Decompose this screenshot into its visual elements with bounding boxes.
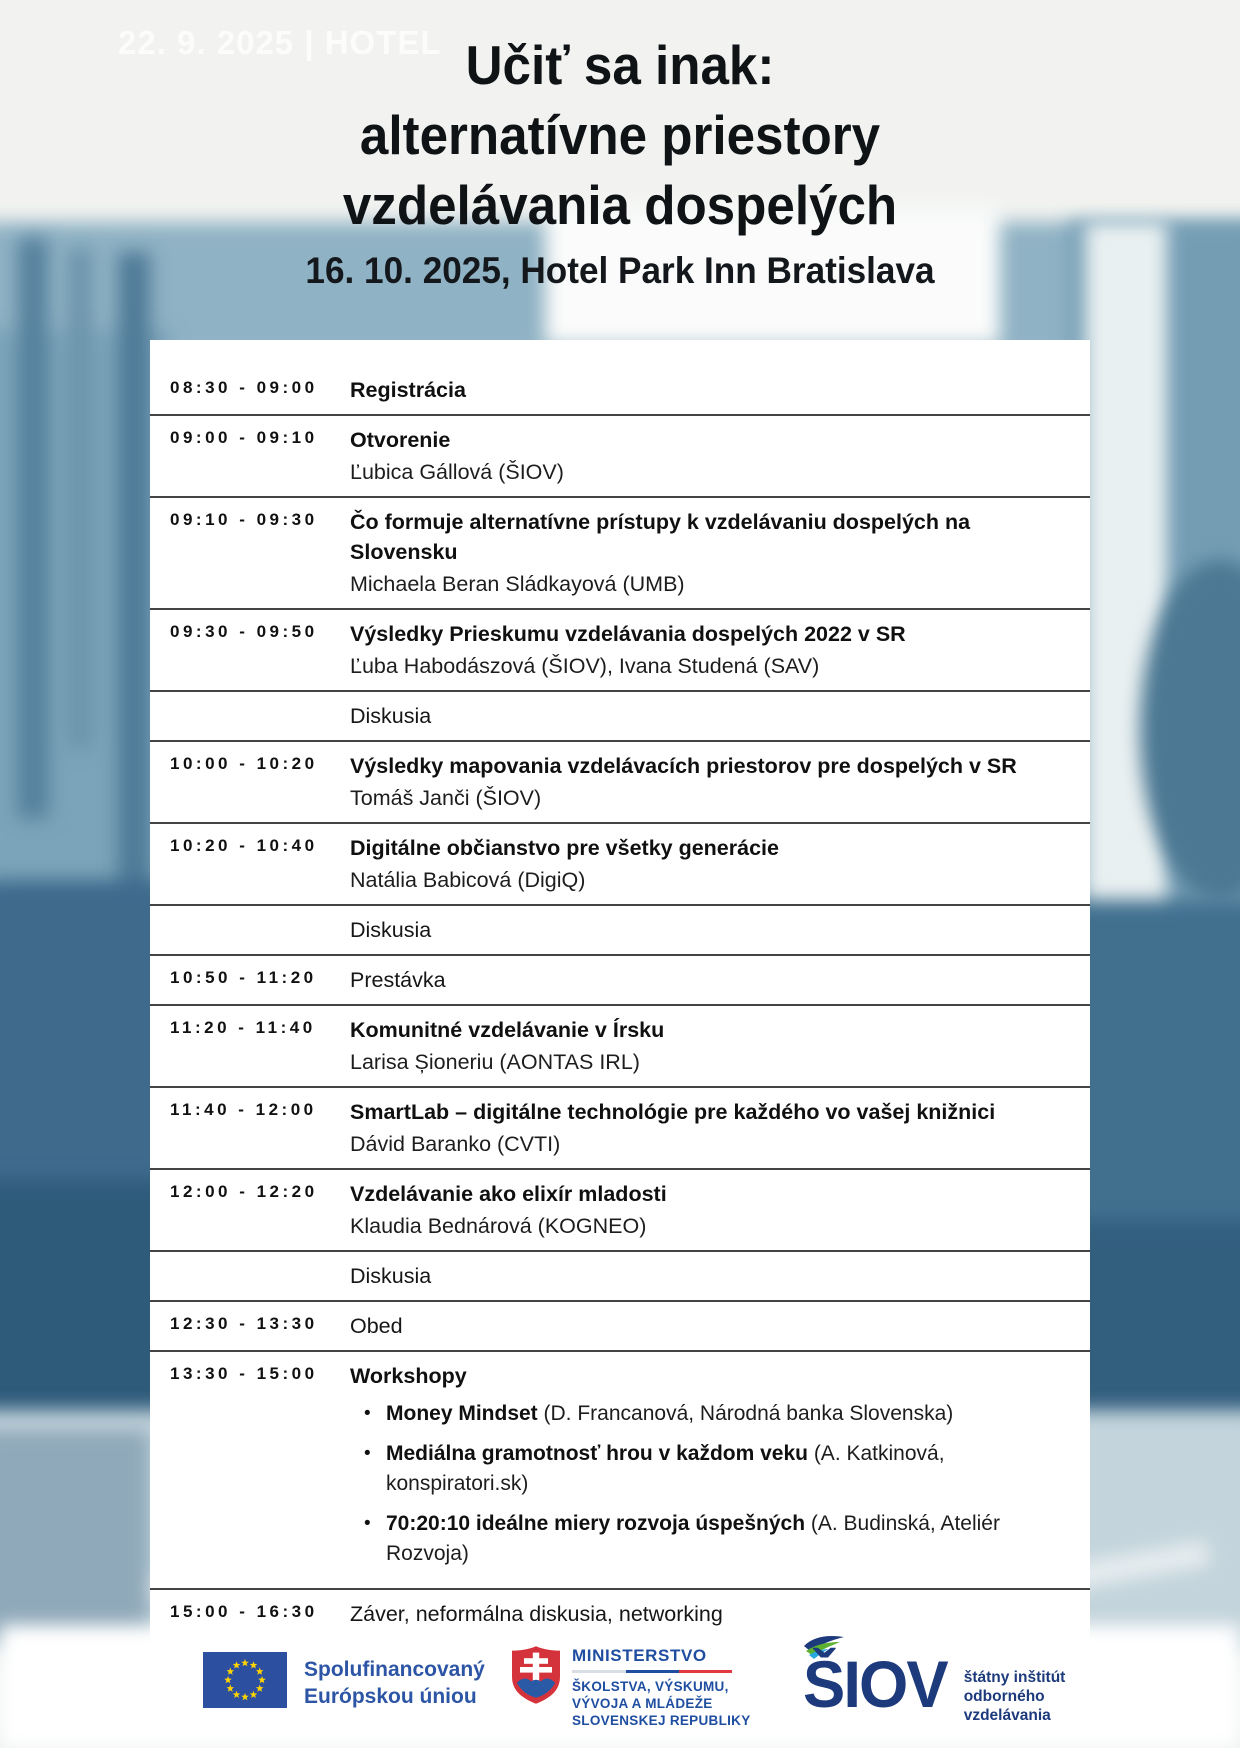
eu-cofunded-logo bbox=[203, 1652, 485, 1713]
session-label: Diskusia bbox=[350, 704, 432, 728]
session-content bbox=[342, 1308, 1090, 1344]
workshop-item bbox=[384, 1399, 1066, 1429]
session-content bbox=[342, 1596, 1090, 1632]
siov-line-1: štátny inštitút bbox=[963, 1669, 1066, 1686]
session-speaker: Larisa Șioneriu (AONTAS IRL) bbox=[350, 1050, 640, 1074]
workshop-name: Money Mindset bbox=[386, 1402, 538, 1425]
siov-label bbox=[964, 1668, 1066, 1738]
session-speaker: Michaela Beran Sládkayová (UMB) bbox=[350, 572, 685, 596]
title-line-2: alternatívne priestory bbox=[359, 104, 881, 166]
session-speaker: Natália Babicová (DigiQ) bbox=[350, 868, 586, 892]
session-title: Výsledky mapovania vzdelávacích priestorov pre dospelých v SR bbox=[350, 754, 1017, 778]
table-row bbox=[150, 1350, 1090, 1588]
session-label: Prestávka bbox=[350, 968, 446, 992]
eu-flag-icon bbox=[203, 1652, 287, 1713]
footer-logos bbox=[0, 1630, 1240, 1748]
eu-label-line-1: Spolufinancovaný bbox=[304, 1657, 485, 1681]
workshop-item bbox=[384, 1509, 1066, 1569]
session-time: 12:00 - 12:20 bbox=[170, 1182, 318, 1201]
session-speaker: Ľubica Gállová (ŠIOV) bbox=[350, 460, 564, 484]
event-date-location: 16. 10. 2025, Hotel Park Inn Bratislava bbox=[305, 250, 935, 291]
schedule-table bbox=[150, 340, 1090, 1668]
session-content bbox=[342, 422, 1090, 490]
table-row bbox=[150, 740, 1090, 822]
table-row bbox=[150, 414, 1090, 496]
session-time: 10:50 - 11:20 bbox=[170, 968, 317, 987]
workshop-name: 70:20:10 ideálne miery rozvoja úspešných bbox=[386, 1512, 806, 1535]
session-content bbox=[342, 830, 1090, 898]
table-row bbox=[150, 904, 1090, 954]
table-row bbox=[150, 1004, 1090, 1086]
session-time: 09:00 - 09:10 bbox=[170, 428, 318, 447]
session-time: 11:40 - 12:00 bbox=[170, 1100, 317, 1119]
session-time: 11:20 - 11:40 bbox=[170, 1018, 316, 1037]
slovak-coat-of-arms-icon bbox=[512, 1646, 560, 1709]
session-time: 15:00 - 16:30 bbox=[170, 1602, 318, 1621]
ministry-logo bbox=[512, 1646, 751, 1729]
session-content bbox=[342, 698, 1090, 734]
session-time: 09:10 - 09:30 bbox=[170, 510, 318, 529]
session-speaker: Klaudia Bednárová (KOGNEO) bbox=[350, 1214, 647, 1238]
session-time: 10:00 - 10:20 bbox=[170, 754, 318, 773]
table-row bbox=[150, 608, 1090, 690]
session-label: Záver, neformálna diskusia, networking bbox=[350, 1602, 723, 1626]
watermark-date: 22. 9. 2025 | HOTEL bbox=[118, 24, 442, 61]
session-content bbox=[342, 616, 1090, 684]
session-time: 12:30 - 13:30 bbox=[170, 1314, 318, 1333]
page-title bbox=[43, 30, 1196, 240]
session-title: Výsledky Prieskumu vzdelávania dospelých 2022 v SR bbox=[350, 622, 906, 646]
ministry-line-3: VÝVOJA A MLÁDEŽE bbox=[572, 1696, 713, 1711]
session-content bbox=[342, 912, 1090, 948]
ministry-label bbox=[572, 1646, 751, 1729]
session-content bbox=[342, 1012, 1090, 1080]
session-content bbox=[342, 1258, 1090, 1294]
session-time: 10:20 - 10:40 bbox=[170, 836, 318, 855]
siov-line-2: odborného bbox=[963, 1688, 1045, 1705]
session-content bbox=[342, 748, 1090, 816]
session-content bbox=[342, 1358, 1090, 1582]
siov-wordmark bbox=[800, 1630, 950, 1738]
ministry-line-2: ŠKOLSTVA, VÝSKUMU, bbox=[572, 1679, 729, 1694]
siov-acronym: ŠIOV bbox=[802, 1647, 947, 1721]
siov-line-3: vzdelávania bbox=[963, 1707, 1051, 1724]
ministry-line-1: MINISTERSTVO bbox=[572, 1646, 707, 1665]
session-title: Čo formuje alternatívne prístupy k vzdelávaniu dospelých na Slovensku bbox=[350, 510, 971, 564]
session-title: Komunitné vzdelávanie v Írsku bbox=[350, 1018, 665, 1042]
session-time: 08:30 - 09:00 bbox=[170, 378, 318, 397]
session-time: 09:30 - 09:50 bbox=[170, 622, 318, 641]
table-row bbox=[150, 1168, 1090, 1250]
siov-logo bbox=[800, 1630, 1065, 1738]
session-time bbox=[150, 1258, 342, 1294]
workshop-item bbox=[384, 1439, 1066, 1499]
session-title: Digitálne občianstvo pre všetky generácie bbox=[350, 836, 779, 860]
session-title: Otvorenie bbox=[350, 428, 451, 452]
session-content bbox=[342, 962, 1090, 998]
session-title: Registrácia bbox=[350, 378, 466, 402]
session-label: Obed bbox=[350, 1314, 403, 1338]
table-row bbox=[150, 496, 1090, 608]
workshop-presenter: (A. Katkinová, konspiratori.sk) bbox=[386, 1442, 945, 1495]
session-speaker: Dávid Baranko (CVTI) bbox=[350, 1132, 561, 1156]
title-line-3: vzdelávania dospelých bbox=[342, 174, 898, 236]
table-row bbox=[150, 690, 1090, 740]
workshop-list bbox=[384, 1399, 1066, 1569]
workshop-name: Mediálna gramotnosť hrou v každom veku bbox=[386, 1442, 808, 1465]
session-content bbox=[342, 504, 1090, 602]
table-row bbox=[150, 822, 1090, 904]
session-label: Diskusia bbox=[350, 1264, 432, 1288]
session-content bbox=[342, 1094, 1090, 1162]
session-title: Workshopy bbox=[350, 1364, 467, 1388]
session-title: Vzdelávanie ako elixír mladosti bbox=[350, 1182, 667, 1206]
table-row bbox=[150, 1086, 1090, 1168]
table-row bbox=[150, 366, 1090, 414]
table-row bbox=[150, 1250, 1090, 1300]
eu-cofunded-label bbox=[304, 1656, 485, 1710]
session-time bbox=[150, 912, 342, 948]
title-line-1: Učiť sa inak: bbox=[465, 34, 775, 96]
workshop-presenter: (A. Budinská, Ateliér Rozvoja) bbox=[386, 1512, 1000, 1565]
ministry-tricolor-rule bbox=[572, 1670, 732, 1673]
table-row bbox=[150, 1300, 1090, 1350]
session-title: SmartLab – digitálne technológie pre každého vo vašej knižnici bbox=[350, 1100, 996, 1124]
session-content bbox=[342, 1176, 1090, 1244]
session-time bbox=[150, 698, 342, 734]
ministry-line-4: SLOVENSKEJ REPUBLIKY bbox=[572, 1713, 751, 1728]
eu-label-line-2: Európskou úniou bbox=[304, 1684, 477, 1708]
session-time: 13:30 - 15:00 bbox=[170, 1364, 318, 1383]
session-label: Diskusia bbox=[350, 918, 432, 942]
session-content bbox=[342, 372, 1090, 408]
session-speaker: Ľuba Habodászová (ŠIOV), Ivana Studená (SAV) bbox=[350, 654, 820, 678]
table-row bbox=[150, 954, 1090, 1004]
workshop-presenter: (D. Francanová, Národná banka Slovenska) bbox=[537, 1402, 954, 1425]
session-speaker: Tomáš Janči (ŠIOV) bbox=[350, 786, 542, 810]
